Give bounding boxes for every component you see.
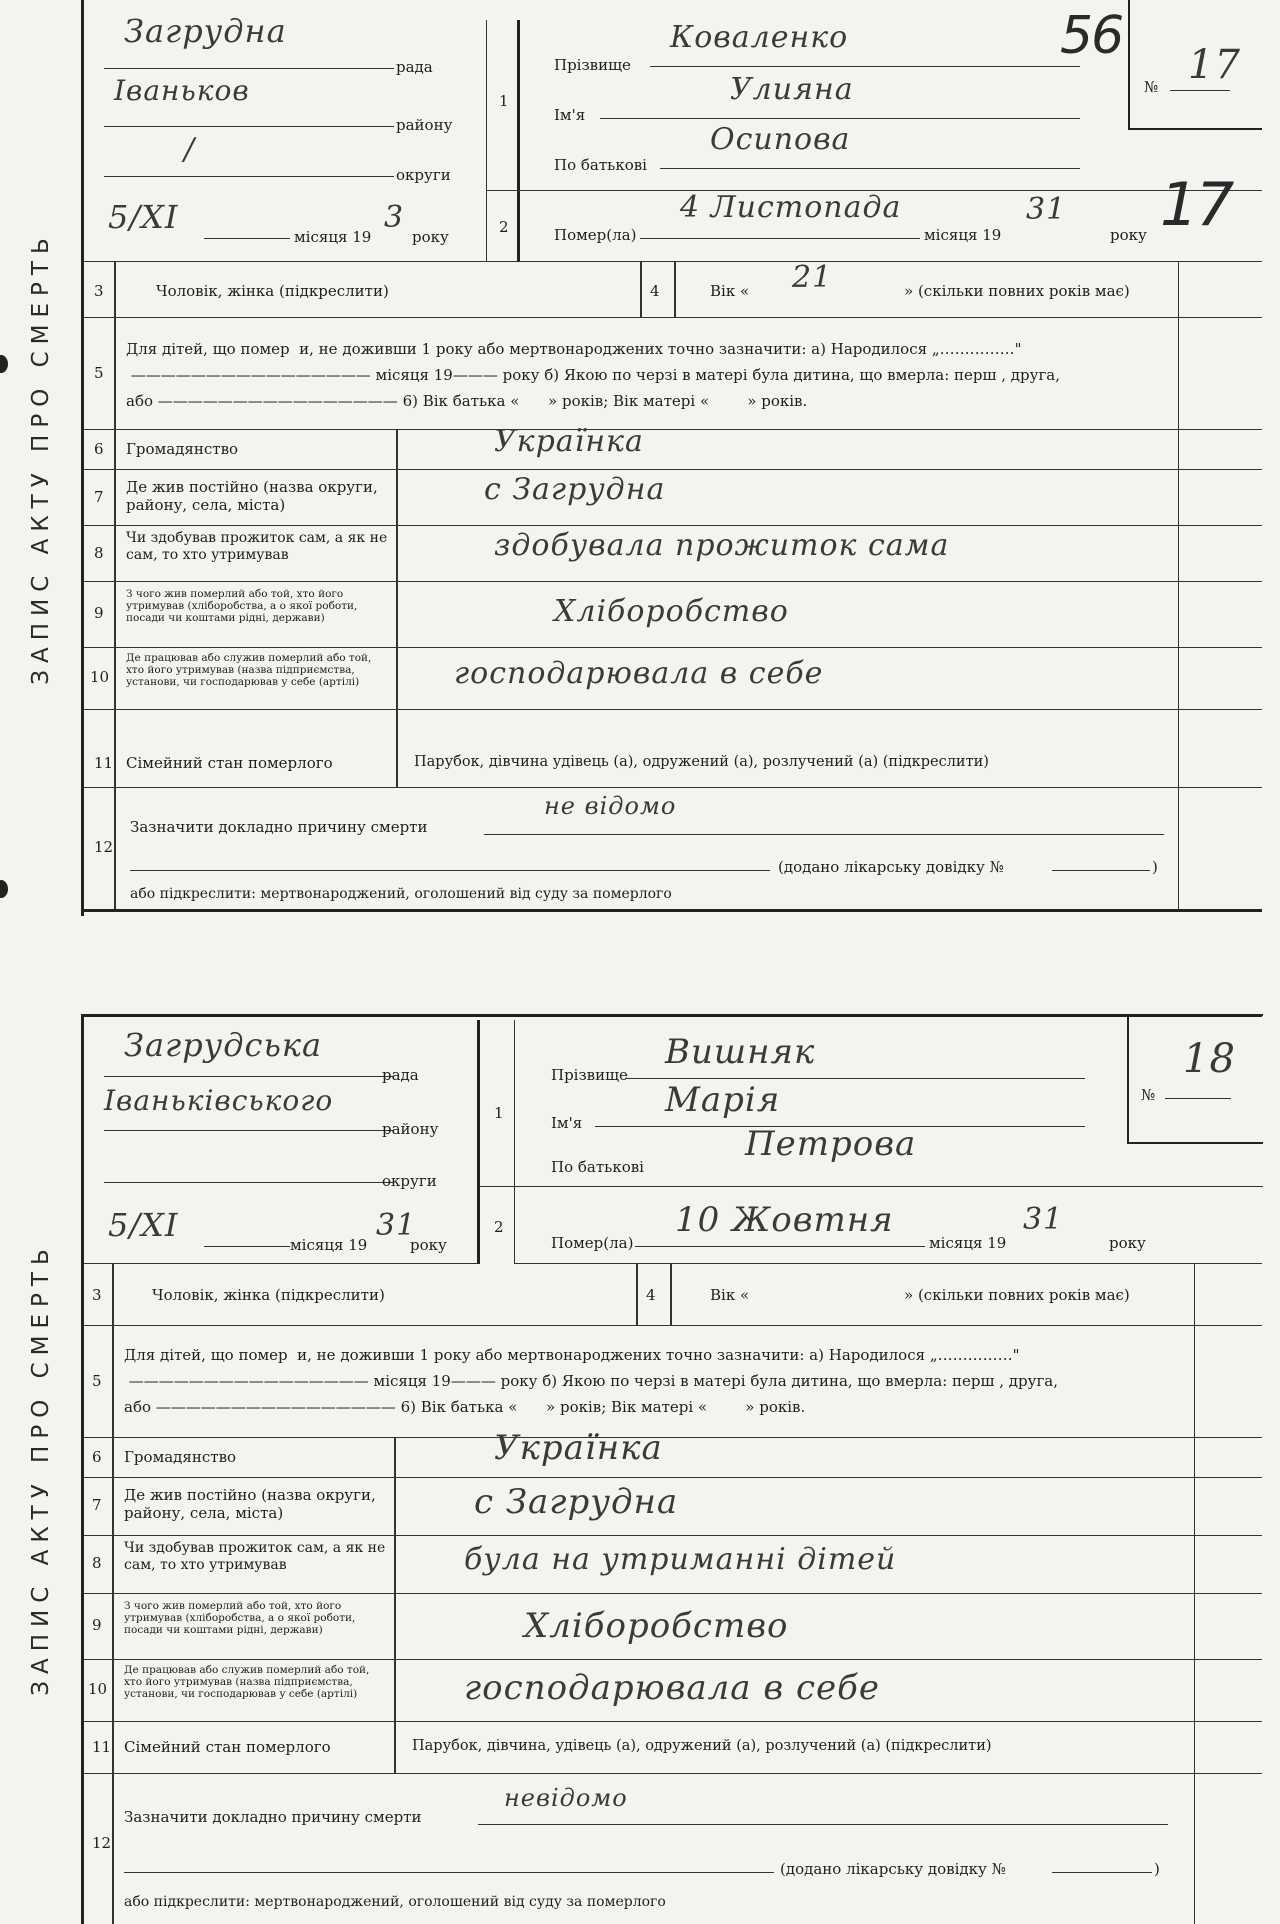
income-source-label: З чого жив померлий або той, хто його утримував (хліборобства, а о якої роботи, посади чи коштами рідні, держави) xyxy=(126,588,358,625)
livelihood-value: здобувала прожиток сама xyxy=(494,528,950,563)
children-line-1: Для дітей, що помер и, не доживши 1 року або мертвонароджених точно зазначити: а) Народилося „ xyxy=(124,1346,938,1364)
row-10 xyxy=(84,648,1262,710)
medical-cert-label: (додано лікарську довідку № xyxy=(778,858,1004,876)
death-record-1 xyxy=(0,0,1262,916)
patronymic-label: По батькові xyxy=(551,1158,644,1176)
medical-cert-close: ) xyxy=(1152,858,1158,876)
row-5 xyxy=(84,1326,1262,1438)
citizenship-label: Громадянство xyxy=(126,440,239,458)
children-line-1: Для дітей, що помер и, не доживши 1 року або мертвонароджених точно зазначити: а) Народилося „ xyxy=(126,340,940,358)
header-left xyxy=(84,1020,480,1264)
patronymic-value: Петрова xyxy=(745,1124,917,1164)
record-no-value: 17 xyxy=(1188,42,1241,88)
year-label: року xyxy=(410,1236,447,1254)
row-8 xyxy=(84,1536,1262,1594)
stillborn-note: або підкреслити: мертвонароджений, оголошений від суду за померлого xyxy=(130,886,672,902)
row-num-col xyxy=(480,1020,514,1264)
sex-label: Чоловік, жінка (підкреслити) xyxy=(152,1286,385,1304)
row-num: 4 xyxy=(646,1286,656,1304)
row-num: 7 xyxy=(92,1496,102,1514)
name-label: Ім'я xyxy=(551,1114,583,1132)
age-value: 21 xyxy=(792,260,833,295)
district-value: Іваньков xyxy=(114,74,250,107)
name-label: Ім'я xyxy=(554,106,586,124)
row-3-4 xyxy=(84,1264,1262,1326)
children-line-3a: або xyxy=(126,392,154,410)
council-label: рада xyxy=(396,58,433,76)
citizenship-label: Громадянство xyxy=(124,1448,237,1466)
surname-label: Прізвище xyxy=(551,1066,628,1084)
month-label: місяця 19 xyxy=(294,228,372,246)
row-num-col xyxy=(486,20,520,262)
age-suffix: » (скільки повних років має) xyxy=(904,282,1130,300)
income-source-label: З чого жив померлий або той, хто його утримував (хліборобства, а о якої роботи, посади чи коштами рідні, держави) xyxy=(124,1600,356,1637)
income-source-value: Хліборобство xyxy=(524,1606,789,1646)
row-num: 4 xyxy=(650,282,660,300)
cause-value: не відомо xyxy=(544,792,677,820)
district-value: Іваньківського xyxy=(104,1084,334,1117)
died-label: Помер(ла) xyxy=(551,1234,634,1252)
row-num: 8 xyxy=(94,544,104,562)
residence-label: Де жив постійно (назва округи, району, села, міста) xyxy=(124,1486,376,1522)
header-right xyxy=(514,1020,1262,1264)
children-line-2b: року б) Якою по черзі в матері була дитина, що вмерла: перш , друга, xyxy=(502,366,1061,384)
row-num: 3 xyxy=(94,282,104,300)
row-7 xyxy=(84,1478,1262,1536)
children-line-3a: або xyxy=(124,1398,152,1416)
cause-label: Зазначити докладно причину смерти xyxy=(124,1808,422,1826)
residence-label: Де жив постійно (назва округи, району, села, міста) xyxy=(126,478,378,514)
row-12 xyxy=(84,1774,1262,1924)
okrug-mark: / xyxy=(184,132,196,167)
row-9 xyxy=(84,582,1262,648)
record-no-label: № xyxy=(1144,78,1159,96)
council-value: Загрудна xyxy=(124,12,287,50)
rows-6-10 xyxy=(84,1428,1262,1746)
children-line-2: місяця 19 xyxy=(375,366,453,384)
residence-value: с Загрудна xyxy=(474,1482,679,1522)
row-num: 9 xyxy=(94,604,104,622)
workplace-value: господарювала в себе xyxy=(464,1668,880,1708)
row-num: 5 xyxy=(92,1372,102,1390)
died-month-label: місяця 19 xyxy=(929,1234,1007,1252)
children-line-2b: року б) Якою по черзі в матері була дитина, що вмерла: перш , друга, xyxy=(500,1372,1059,1390)
row-num: 12 xyxy=(94,838,114,856)
livelihood-label: Чи здобував прожиток сам, а як не сам, то хто утримував xyxy=(126,530,388,563)
workplace-label: Де працював або служив померлий або той, хто його утримував (назва підприємства, установи, чи господарював у себе (артілі) xyxy=(124,1664,370,1701)
name-value: Марія xyxy=(665,1080,781,1120)
surname-value: Коваленко xyxy=(670,20,849,55)
row-num: 11 xyxy=(94,754,114,772)
row-num: 10 xyxy=(90,668,110,686)
row-10 xyxy=(84,1660,1262,1722)
died-year-label: року xyxy=(1109,1234,1146,1252)
sex-label: Чоловік, жінка (підкреслити) xyxy=(156,282,389,300)
council-value: Загрудська xyxy=(124,1026,323,1064)
row-num: 12 xyxy=(92,1834,112,1852)
workplace-value: господарювала в себе xyxy=(454,656,824,691)
row-num: 9 xyxy=(92,1616,102,1634)
age-suffix: » (скільки повних років має) xyxy=(904,1286,1130,1304)
row-num: 1 xyxy=(499,92,509,110)
medical-cert-close: ) xyxy=(1154,1860,1160,1878)
workplace-label: Де працював або служив померлий або той, хто його утримував (назва підприємства, установи, чи господарював у себе (артілі) xyxy=(126,652,372,689)
row-12 xyxy=(84,788,1262,912)
row-num: 11 xyxy=(92,1738,112,1756)
patronymic-label: По батькові xyxy=(554,156,647,174)
surname-label: Прізвище xyxy=(554,56,631,74)
record-no-value: 18 xyxy=(1183,1036,1236,1082)
died-value: 10 Жовтня xyxy=(675,1200,894,1240)
stamp-number: 56 xyxy=(1060,6,1123,66)
rows-6-10 xyxy=(84,424,1262,738)
medical-cert-label: (додано лікарську довідку № xyxy=(780,1860,1006,1878)
children-line-3c: » років; Вік матері « xyxy=(546,1398,708,1416)
okrug-label: округи xyxy=(382,1172,437,1190)
row-num: 6 xyxy=(92,1448,102,1466)
row-9 xyxy=(84,1594,1262,1660)
children-line-3d: » років. xyxy=(745,1398,806,1416)
row-num: 10 xyxy=(88,1680,108,1698)
died-year-value: 31 xyxy=(1023,1202,1064,1237)
children-line-3b: 6) Вік батька « xyxy=(402,392,520,410)
row-3-4 xyxy=(84,262,1262,318)
marital-status-options: Парубок, дівчина, удівець (а), одружений (а), розлучений (а) (підкреслити) xyxy=(412,1738,992,1754)
children-line-3c: » років; Вік матері « xyxy=(548,392,710,410)
cause-value: невідомо xyxy=(504,1784,628,1812)
district-label: району xyxy=(396,116,453,134)
age-label: Вік « xyxy=(710,282,750,300)
side-title-panel xyxy=(0,0,84,916)
children-line-2: місяця 19 xyxy=(373,1372,451,1390)
district-label: району xyxy=(382,1120,439,1138)
row-num: 1 xyxy=(494,1104,504,1122)
income-source-value: Хліборобство xyxy=(554,594,789,629)
marital-status-options: Парубок, дівчина удівець (а), одружений (а), розлучений (а) (підкреслити) xyxy=(414,754,989,770)
row-5 xyxy=(84,318,1262,430)
year-label: року xyxy=(412,228,449,246)
row-8 xyxy=(84,526,1262,582)
row-6 xyxy=(84,424,1262,470)
residence-value: с Загрудна xyxy=(484,472,666,507)
children-instructions: Для дітей, що помер и, не доживши 1 року або мертвонароджених точно зазначити: а) Народилося „……………" ———————————————— місяця 19——— року б) Якою по черзі в матері була дитина, що вмерла: перш , друга, або ———————————————— 6) Вік батька « » років; Вік матері « » років. xyxy=(124,1346,1059,1416)
age-label: Вік « xyxy=(710,1286,750,1304)
died-year-value: 31 xyxy=(1026,192,1067,227)
died-label: Помер(ла) xyxy=(554,226,637,244)
row-num: 5 xyxy=(94,364,104,382)
row-num: 6 xyxy=(94,440,104,458)
marital-status-label: Сімейний стан померлого xyxy=(126,754,333,772)
date-value: 5/XI xyxy=(108,1206,179,1244)
died-year-label: року xyxy=(1110,226,1147,244)
council-label: рада xyxy=(382,1066,419,1084)
citizenship-value: Українка xyxy=(494,1428,663,1468)
side-title-panel xyxy=(0,1014,84,1924)
marital-status-label: Сімейний стан померлого xyxy=(124,1738,331,1756)
row-num: 7 xyxy=(94,488,104,506)
row-6 xyxy=(84,1428,1262,1478)
okrug-label: округи xyxy=(396,166,451,184)
name-value: Улияна xyxy=(730,72,854,107)
livelihood-label: Чи здобував прожиток сам, а як не сам, то хто утримував xyxy=(124,1540,386,1573)
livelihood-value: була на утриманні дітей xyxy=(464,1542,897,1577)
row-7 xyxy=(84,470,1262,526)
stamp-number-2: 17 xyxy=(1160,170,1233,240)
header-left xyxy=(84,12,520,262)
cause-label: Зазначити докладно причину смерти xyxy=(130,818,428,836)
died-month-label: місяця 19 xyxy=(924,226,1002,244)
year-value: 3 xyxy=(384,200,405,235)
surname-value: Вишняк xyxy=(665,1032,816,1072)
row-11 xyxy=(84,1722,1262,1774)
row-num: 2 xyxy=(494,1218,504,1236)
citizenship-value: Українка xyxy=(494,424,644,459)
header-right xyxy=(520,6,1262,262)
stillborn-note: або підкреслити: мертвонароджений, оголошений від суду за померлого xyxy=(124,1894,666,1910)
children-instructions: Для дітей, що помер и, не доживши 1 року або мертвонароджених точно зазначити: а) Народилося „……………" ———————————————— місяця 19——— року б) Якою по черзі в матері була дитина, що вмерла: перш , друга, або ———————————————— 6) Вік батька « » років; Вік матері « » років. xyxy=(126,340,1061,410)
row-num: 3 xyxy=(92,1286,102,1304)
patronymic-value: Осипова xyxy=(710,122,851,157)
record-no-label: № xyxy=(1141,1086,1156,1104)
death-record-2 xyxy=(0,1014,1262,1924)
date-value: 5/XI xyxy=(108,198,179,236)
row-num: 2 xyxy=(499,218,509,236)
year-value: 31 xyxy=(376,1208,417,1243)
died-value: 4 Листопада xyxy=(680,190,902,225)
children-line-3d: » років. xyxy=(747,392,808,410)
side-title: ЗАПИС АКТУ ПРО СМЕРТЬ xyxy=(27,1242,54,1696)
month-label: місяця 19 xyxy=(290,1236,368,1254)
children-line-3b: 6) Вік батька « xyxy=(400,1398,518,1416)
row-11 xyxy=(84,738,1262,788)
row-num: 8 xyxy=(92,1554,102,1572)
side-title: ЗАПИС АКТУ ПРО СМЕРТЬ xyxy=(27,231,54,685)
